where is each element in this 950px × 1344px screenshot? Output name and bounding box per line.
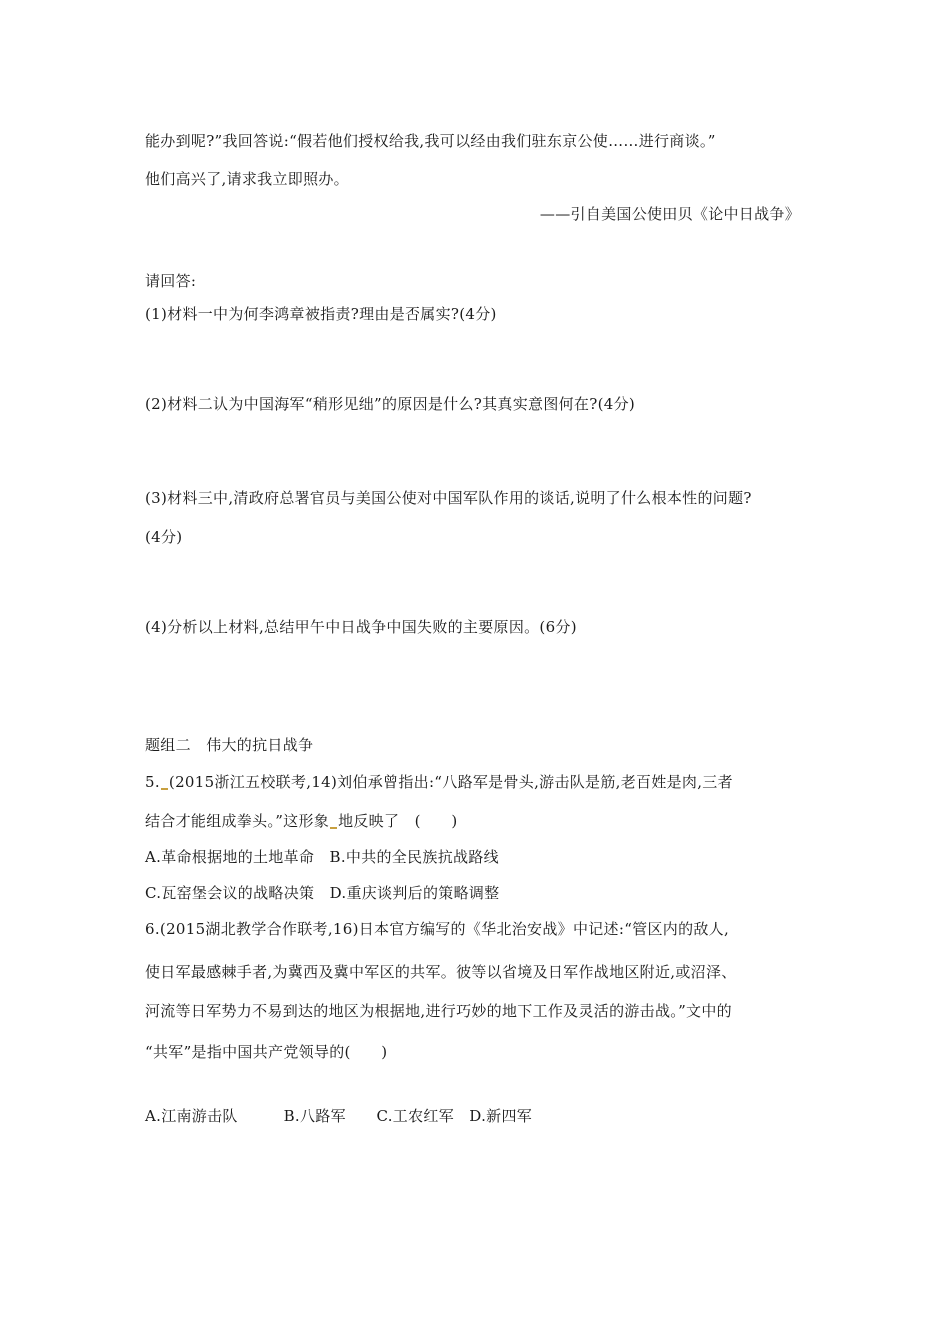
q6-line1: 6.(2015湖北教学合作联考,16)日本官方编写的《华北治安战》中记述:“管区内的敌人, (145, 920, 730, 938)
q6-options: A.江南游击队 B.八路军 C.工农红军 D.新四军 (145, 1107, 533, 1125)
group2-heading: 题组二 伟大的抗日战争 (145, 736, 314, 754)
question-2: (2)材料二认为中国海军“稍形见绌”的原因是什么?其真实意图何在?(4分) (145, 395, 636, 413)
q5-line1 (145, 771, 733, 793)
q5-line1-text: (2015浙江五校联考,14)刘伯承曾指出:“八路军是骨头,游击队是筋,老百姓是肉,三者 (168, 773, 733, 791)
annotation-mark (161, 788, 168, 790)
q5-options-line1: A.革命根据地的土地革命 B.中共的全民族抗战路线 (145, 848, 499, 866)
material3-source: ——引自美国公使田贝《论中日战争》 (539, 205, 800, 223)
question-1: (1)材料一中为何李鸿章被指责?理由是否属实?(4分) (145, 305, 497, 323)
q5-line2 (145, 810, 457, 832)
q6-line2: 使日军最感棘手者,为冀西及冀中军区的共军。彼等以省境及日军作战地区附近,或沼泽、 (145, 963, 737, 981)
question-3-line2: (4分) (145, 528, 183, 546)
q5-number: 5. (145, 773, 160, 791)
material3-line2: 他们高兴了,请求我立即照办。 (145, 170, 349, 188)
q5-options-line2: C.瓦窑堡会议的战略决策 D.重庆谈判后的策略调整 (145, 884, 500, 902)
question-4: (4)分析以上材料,总结甲午中日战争中国失败的主要原因。(6分) (145, 618, 577, 636)
q5-line2-text-b: 地反映了 ( ) (338, 812, 458, 830)
question-3-line1: (3)材料三中,清政府总署官员与美国公使对中国军队作用的谈话,说明了什么根本性的问题? (145, 489, 752, 507)
q6-line3: 河流等日军势力不易到达的地区为根据地,进行巧妙的地下工作及灵活的游击战。”文中的 (145, 1002, 732, 1020)
q6-line4: “共军”是指中国共产党领导的( ) (145, 1043, 388, 1061)
material3-line1: 能办到呢?”我回答说:“假若他们授权给我,我可以经由我们驻东京公使……进行商谈。” (145, 132, 716, 150)
questions-intro: 请回答: (145, 272, 197, 290)
q5-line2-text-a: 结合才能组成拳头。”这形象 (145, 812, 330, 830)
annotation-mark (330, 827, 337, 829)
